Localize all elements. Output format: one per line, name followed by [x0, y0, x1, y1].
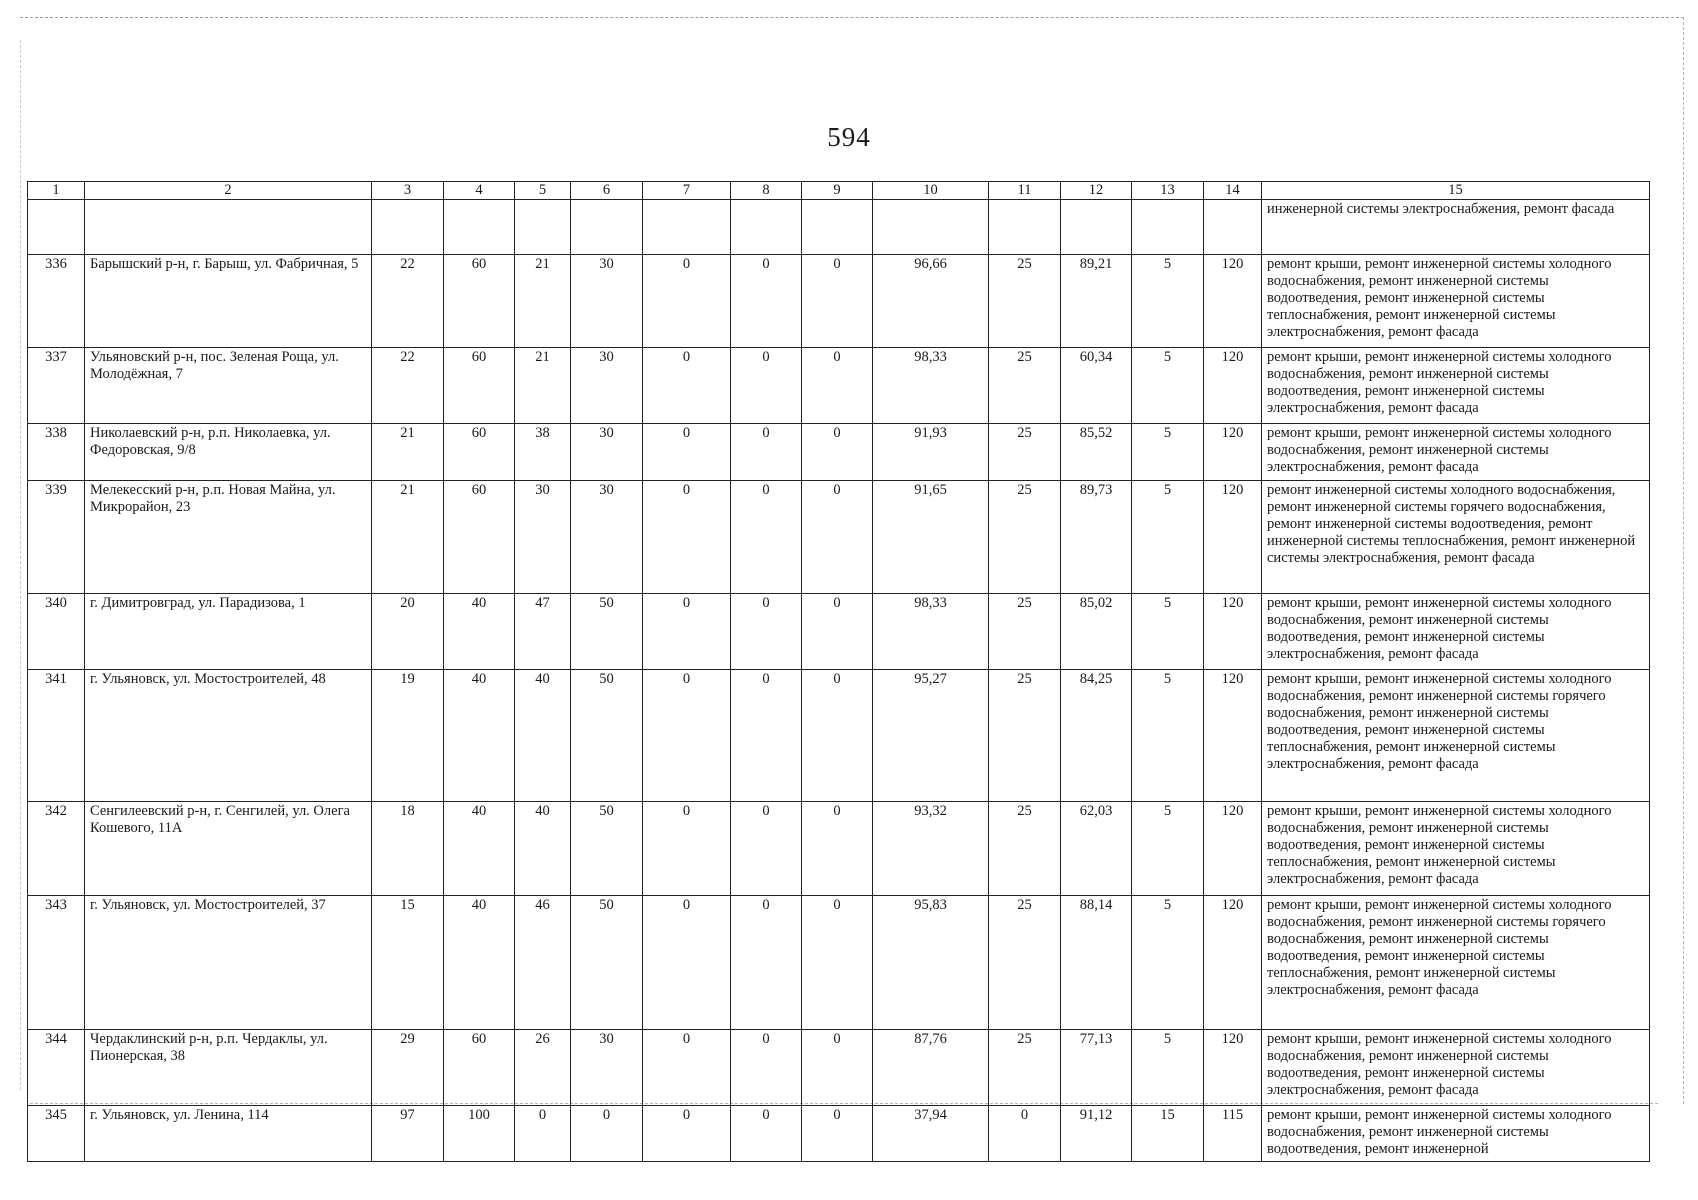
- value-col-13: 5: [1132, 424, 1204, 481]
- value-col-11: 25: [989, 594, 1061, 670]
- value-col-11: 25: [989, 896, 1061, 1030]
- value-col-12: 85,02: [1061, 594, 1132, 670]
- value-col-4: 60: [444, 255, 515, 348]
- table-cell: [28, 200, 85, 255]
- column-header-11: 11: [989, 182, 1061, 200]
- value-col-12: 84,25: [1061, 670, 1132, 802]
- value-col-9: 0: [802, 1106, 873, 1162]
- works-cell: ремонт крыши, ремонт инженерной системы холодного водоснабжения, ремонт инженерной системы горячего водоснабжения, ремонт инженерной системы водоотведения, ремонт инженерной системы теплоснабжения, ремонт инженерной системы электроснабжения, ремонт фасада: [1262, 670, 1650, 802]
- value-col-8: 0: [731, 802, 802, 896]
- table-cell: [989, 200, 1061, 255]
- value-col-5: 26: [515, 1030, 571, 1106]
- row-number: 343: [28, 896, 85, 1030]
- column-header-12: 12: [1061, 182, 1132, 200]
- value-col-13: 5: [1132, 802, 1204, 896]
- table-row: [28, 1030, 1650, 1106]
- value-col-7: 0: [643, 348, 731, 424]
- column-header-1: 1: [28, 182, 85, 200]
- table-cell: [731, 200, 802, 255]
- value-col-9: 0: [802, 670, 873, 802]
- table-cell: [85, 200, 372, 255]
- value-col-13: 5: [1132, 1030, 1204, 1106]
- value-col-13: 15: [1132, 1106, 1204, 1162]
- value-col-8: 0: [731, 348, 802, 424]
- table-cell: [1061, 200, 1132, 255]
- value-col-4: 40: [444, 594, 515, 670]
- value-col-6: 50: [571, 802, 643, 896]
- row-number: 345: [28, 1106, 85, 1162]
- value-col-6: 30: [571, 1030, 643, 1106]
- value-col-3: 29: [372, 1030, 444, 1106]
- value-col-5: 38: [515, 424, 571, 481]
- value-col-14: 120: [1204, 896, 1262, 1030]
- value-col-12: 60,34: [1061, 348, 1132, 424]
- value-col-5: 47: [515, 594, 571, 670]
- address-cell: Чердаклинский р-н, р.п. Чердаклы, ул. Пионерская, 38: [85, 1030, 372, 1106]
- value-col-5: 30: [515, 481, 571, 594]
- value-col-14: 120: [1204, 670, 1262, 802]
- value-col-11: 25: [989, 802, 1061, 896]
- works-cell: ремонт крыши, ремонт инженерной системы холодного водоснабжения, ремонт инженерной системы водоотведения, ремонт инженерной системы теплоснабжения, ремонт инженерной системы электроснабжения, ремонт фасада: [1262, 802, 1650, 896]
- table-cell: [873, 200, 989, 255]
- value-col-10: 96,66: [873, 255, 989, 348]
- address-cell: Николаевский р-н, р.п. Николаевка, ул. Федоровская, 9/8: [85, 424, 372, 481]
- row-number: 336: [28, 255, 85, 348]
- value-col-4: 40: [444, 802, 515, 896]
- value-col-8: 0: [731, 1106, 802, 1162]
- value-col-7: 0: [643, 255, 731, 348]
- address-cell: г. Ульяновск, ул. Ленина, 114: [85, 1106, 372, 1162]
- value-col-4: 100: [444, 1106, 515, 1162]
- value-col-7: 0: [643, 896, 731, 1030]
- value-col-12: 89,73: [1061, 481, 1132, 594]
- value-col-5: 0: [515, 1106, 571, 1162]
- value-col-6: 30: [571, 255, 643, 348]
- address-cell: Сенгилеевский р-н, г. Сенгилей, ул. Олега Кошевого, 11А: [85, 802, 372, 896]
- value-col-5: 21: [515, 348, 571, 424]
- value-col-3: 21: [372, 424, 444, 481]
- works-cell: инженерной системы электроснабжения, ремонт фасада: [1262, 200, 1650, 255]
- value-col-12: 62,03: [1061, 802, 1132, 896]
- table-cell: [444, 200, 515, 255]
- value-col-10: 98,33: [873, 348, 989, 424]
- value-col-6: 0: [571, 1106, 643, 1162]
- value-col-12: 89,21: [1061, 255, 1132, 348]
- address-cell: Мелекесский р-н, р.п. Новая Майна, ул. Микрорайон, 23: [85, 481, 372, 594]
- table-cell: [643, 200, 731, 255]
- value-col-4: 60: [444, 424, 515, 481]
- value-col-6: 50: [571, 670, 643, 802]
- works-cell: ремонт крыши, ремонт инженерной системы холодного водоснабжения, ремонт инженерной системы водоотведения, ремонт инженерной системы теплоснабжения, ремонт инженерной системы электроснабжения, ремонт фасада: [1262, 255, 1650, 348]
- address-cell: Ульяновский р-н, пос. Зеленая Роща, ул. Молодёжная, 7: [85, 348, 372, 424]
- value-col-10: 95,83: [873, 896, 989, 1030]
- value-col-9: 0: [802, 424, 873, 481]
- value-col-7: 0: [643, 1106, 731, 1162]
- address-cell: г. Ульяновск, ул. Мостостроителей, 37: [85, 896, 372, 1030]
- works-cell: ремонт крыши, ремонт инженерной системы холодного водоснабжения, ремонт инженерной системы водоотведения, ремонт инженерной системы электроснабжения, ремонт фасада: [1262, 348, 1650, 424]
- table-row: [28, 1106, 1650, 1162]
- value-col-9: 0: [802, 594, 873, 670]
- value-col-8: 0: [731, 670, 802, 802]
- works-cell: ремонт крыши, ремонт инженерной системы холодного водоснабжения, ремонт инженерной системы водоотведения, ремонт инженерной системы электроснабжения, ремонт фасада: [1262, 594, 1650, 670]
- table-row: [28, 481, 1650, 594]
- column-header-13: 13: [1132, 182, 1204, 200]
- value-col-14: 120: [1204, 255, 1262, 348]
- value-col-9: 0: [802, 348, 873, 424]
- value-col-11: 25: [989, 348, 1061, 424]
- table-row: [28, 424, 1650, 481]
- value-col-7: 0: [643, 1030, 731, 1106]
- value-col-9: 0: [802, 481, 873, 594]
- value-col-5: 40: [515, 802, 571, 896]
- value-col-7: 0: [643, 802, 731, 896]
- address-cell: г. Димитровград, ул. Парадизова, 1: [85, 594, 372, 670]
- value-col-5: 46: [515, 896, 571, 1030]
- value-col-3: 22: [372, 348, 444, 424]
- value-col-4: 60: [444, 1030, 515, 1106]
- table-row: [28, 348, 1650, 424]
- row-number: 337: [28, 348, 85, 424]
- row-number: 341: [28, 670, 85, 802]
- column-header-7: 7: [643, 182, 731, 200]
- table-cell: [1132, 200, 1204, 255]
- value-col-5: 21: [515, 255, 571, 348]
- address-cell: Барышский р-н, г. Барыш, ул. Фабричная, 5: [85, 255, 372, 348]
- column-header-5: 5: [515, 182, 571, 200]
- value-col-14: 120: [1204, 1030, 1262, 1106]
- value-col-11: 25: [989, 481, 1061, 594]
- value-col-10: 37,94: [873, 1106, 989, 1162]
- value-col-4: 60: [444, 348, 515, 424]
- value-col-11: 25: [989, 1030, 1061, 1106]
- value-col-14: 120: [1204, 348, 1262, 424]
- value-col-12: 91,12: [1061, 1106, 1132, 1162]
- data-table: [27, 181, 1650, 1162]
- value-col-14: 120: [1204, 424, 1262, 481]
- value-col-4: 40: [444, 670, 515, 802]
- header-row: [28, 182, 1650, 200]
- row-number: 342: [28, 802, 85, 896]
- value-col-4: 60: [444, 481, 515, 594]
- column-header-9: 9: [802, 182, 873, 200]
- value-col-3: 20: [372, 594, 444, 670]
- value-col-9: 0: [802, 802, 873, 896]
- value-col-9: 0: [802, 896, 873, 1030]
- column-header-10: 10: [873, 182, 989, 200]
- value-col-11: 25: [989, 670, 1061, 802]
- value-col-10: 95,27: [873, 670, 989, 802]
- value-col-11: 25: [989, 424, 1061, 481]
- value-col-13: 5: [1132, 255, 1204, 348]
- value-col-7: 0: [643, 481, 731, 594]
- value-col-6: 50: [571, 896, 643, 1030]
- table-cell: [372, 200, 444, 255]
- value-col-6: 30: [571, 481, 643, 594]
- value-col-9: 0: [802, 255, 873, 348]
- value-col-5: 40: [515, 670, 571, 802]
- value-col-12: 85,52: [1061, 424, 1132, 481]
- value-col-8: 0: [731, 594, 802, 670]
- table-row: [28, 670, 1650, 802]
- column-header-15: 15: [1262, 182, 1650, 200]
- value-col-13: 5: [1132, 896, 1204, 1030]
- value-col-8: 0: [731, 896, 802, 1030]
- value-col-10: 87,76: [873, 1030, 989, 1106]
- value-col-12: 88,14: [1061, 896, 1132, 1030]
- table-cell: [802, 200, 873, 255]
- works-cell: ремонт крыши, ремонт инженерной системы холодного водоснабжения, ремонт инженерной системы горячего водоснабжения, ремонт инженерной системы водоотведения, ремонт инженерной системы теплоснабжения, ремонт инженерной системы электроснабжения, ремонт фасада: [1262, 896, 1650, 1030]
- value-col-14: 115: [1204, 1106, 1262, 1162]
- works-cell: ремонт крыши, ремонт инженерной системы холодного водоснабжения, ремонт инженерной системы электроснабжения, ремонт фасада: [1262, 424, 1650, 481]
- page-number: 594: [827, 122, 871, 152]
- continuation-row: [28, 200, 1650, 255]
- table-cell: [515, 200, 571, 255]
- value-col-9: 0: [802, 1030, 873, 1106]
- address-cell: г. Ульяновск, ул. Мостостроителей, 48: [85, 670, 372, 802]
- value-col-11: 25: [989, 255, 1061, 348]
- row-number: 338: [28, 424, 85, 481]
- table-row: [28, 802, 1650, 896]
- value-col-10: 98,33: [873, 594, 989, 670]
- value-col-3: 97: [372, 1106, 444, 1162]
- value-col-8: 0: [731, 255, 802, 348]
- works-cell: ремонт инженерной системы холодного водоснабжения, ремонт инженерной системы горячего водоснабжения, ремонт инженерной системы водоотведения, ремонт инженерной системы теплоснабжения, ремонт инженерной системы электроснабжения, ремонт фасада: [1262, 481, 1650, 594]
- value-col-3: 22: [372, 255, 444, 348]
- table-body: [28, 182, 1650, 1162]
- column-header-6: 6: [571, 182, 643, 200]
- value-col-10: 91,65: [873, 481, 989, 594]
- value-col-3: 18: [372, 802, 444, 896]
- scan-edge-top: [20, 17, 1684, 18]
- value-col-7: 0: [643, 424, 731, 481]
- value-col-7: 0: [643, 594, 731, 670]
- value-col-13: 5: [1132, 670, 1204, 802]
- row-number: 340: [28, 594, 85, 670]
- table-row: [28, 896, 1650, 1030]
- row-number: 339: [28, 481, 85, 594]
- value-col-4: 40: [444, 896, 515, 1030]
- value-col-13: 5: [1132, 594, 1204, 670]
- value-col-12: 77,13: [1061, 1030, 1132, 1106]
- column-header-14: 14: [1204, 182, 1262, 200]
- value-col-11: 0: [989, 1106, 1061, 1162]
- column-header-3: 3: [372, 182, 444, 200]
- value-col-3: 19: [372, 670, 444, 802]
- row-number: 344: [28, 1030, 85, 1106]
- value-col-14: 120: [1204, 481, 1262, 594]
- value-col-6: 50: [571, 594, 643, 670]
- value-col-14: 120: [1204, 594, 1262, 670]
- value-col-10: 93,32: [873, 802, 989, 896]
- scan-edge-right: [1683, 17, 1684, 1104]
- column-header-4: 4: [444, 182, 515, 200]
- value-col-8: 0: [731, 424, 802, 481]
- value-col-10: 91,93: [873, 424, 989, 481]
- value-col-14: 120: [1204, 802, 1262, 896]
- value-col-13: 5: [1132, 481, 1204, 594]
- value-col-8: 0: [731, 1030, 802, 1106]
- value-col-6: 30: [571, 424, 643, 481]
- column-header-8: 8: [731, 182, 802, 200]
- column-header-2: 2: [85, 182, 372, 200]
- value-col-6: 30: [571, 348, 643, 424]
- value-col-8: 0: [731, 481, 802, 594]
- table-cell: [571, 200, 643, 255]
- value-col-3: 21: [372, 481, 444, 594]
- value-col-7: 0: [643, 670, 731, 802]
- value-col-3: 15: [372, 896, 444, 1030]
- works-cell: ремонт крыши, ремонт инженерной системы холодного водоснабжения, ремонт инженерной системы водоотведения, ремонт инженерной системы электроснабжения, ремонт фасада: [1262, 1030, 1650, 1106]
- works-cell: ремонт крыши, ремонт инженерной системы холодного водоснабжения, ремонт инженерной системы водоотведения, ремонт инженерной: [1262, 1106, 1650, 1162]
- table-row: [28, 255, 1650, 348]
- table-cell: [1204, 200, 1262, 255]
- scan-edge-left: [20, 40, 21, 1090]
- table-row: [28, 594, 1650, 670]
- value-col-13: 5: [1132, 348, 1204, 424]
